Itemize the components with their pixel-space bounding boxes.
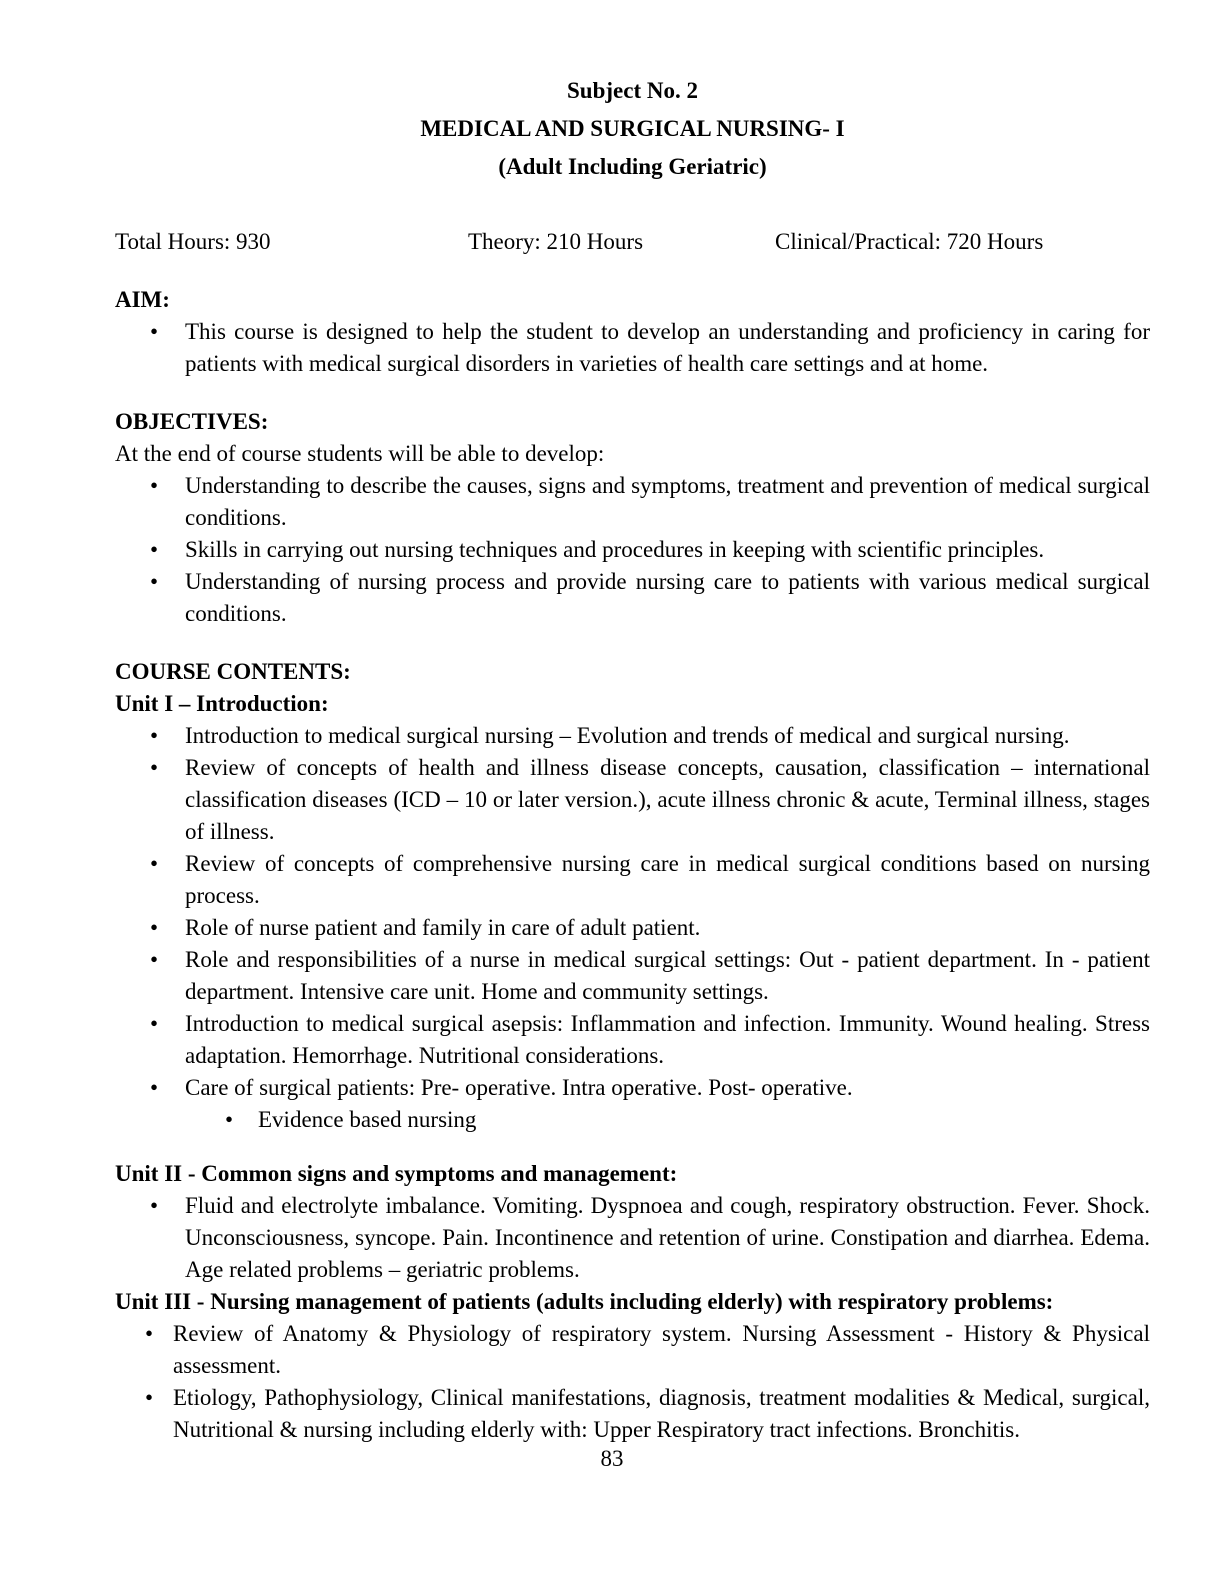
unit1-item: [115, 848, 1150, 912]
bullet-icon: [115, 566, 185, 630]
document-header: [115, 72, 1150, 186]
unit2-title: Unit II - Common signs and symptoms and management:: [115, 1161, 678, 1186]
bullet-icon: [115, 1190, 185, 1286]
aim-item: [115, 316, 1150, 380]
bullet-icon: [115, 848, 185, 912]
hours-row: [115, 226, 1150, 258]
objective-item-text: Understanding to describe the causes, signs and symptoms, treatment and prevention of medical surgical conditions.: [185, 473, 1150, 530]
document-title: MEDICAL AND SURGICAL NURSING- I: [420, 116, 845, 141]
objective-item: [115, 534, 1150, 566]
unit1-item-text: Role and responsibilities of a nurse in medical surgical settings: Out - patient department. In - patient department. Intensive care unit. Home and community settings.: [185, 947, 1150, 1004]
unit1-item-text: Review of concepts of health and illness disease concepts, causation, classification – international classification diseases (ICD – 10 or later version.), acute illness chronic & acute, Terminal illness, stages of illness.: [185, 755, 1150, 844]
unit3-item-text: Etiology, Pathophysiology, Clinical manifestations, diagnosis, treatment modalities & Medical, surgical, Nutritional & nursing including elderly with: Upper Respiratory tract infections. Bronchitis.: [173, 1385, 1150, 1442]
theory-hours: Theory: 210 Hours: [468, 229, 644, 254]
document-subtitle: (Adult Including Geriatric): [498, 154, 767, 179]
unit2-item-text: Fluid and electrolyte imbalance. Vomiting. Dyspnoea and cough, respiratory obstruction. Fever. Shock. Unconsciousness, syncope. Pain. Incontinence and retention of urine. Constipation and diarrhea. Edema. Age related problems – geriatric problems.: [185, 1193, 1150, 1282]
unit1-item-text: Introduction to medical surgical asepsis: Inflammation and infection. Immunity. Wound healing. Stress adaptation. Hemorrhage. Nutritional considerations.: [185, 1011, 1150, 1068]
unit1-item-text: Introduction to medical surgical nursing – Evolution and trends of medical and surgical nursing.: [185, 723, 1070, 748]
unit2-item: [115, 1190, 1150, 1286]
bullet-icon: [115, 1318, 173, 1382]
bullet-icon: [115, 1104, 258, 1136]
unit1-item: [115, 1072, 1150, 1104]
bullet-icon: [115, 912, 185, 944]
objective-item-text: Understanding of nursing process and provide nursing care to patients with various medical surgical conditions.: [185, 569, 1150, 626]
bullet-icon: [115, 720, 185, 752]
unit1-item: [115, 752, 1150, 848]
unit3-title: Unit III - Nursing management of patients (adults including elderly) with respiratory problems:: [115, 1289, 1054, 1314]
bullet-icon: [115, 534, 185, 566]
bullet-icon: [115, 944, 185, 1008]
unit1-item: [115, 912, 1150, 944]
unit1-item: [115, 1008, 1150, 1072]
unit1-item: [115, 944, 1150, 1008]
objectives-heading: OBJECTIVES:: [115, 409, 269, 434]
bullet-icon: [115, 470, 185, 534]
bullet-icon: [115, 1072, 185, 1104]
clinical-practical-hours: Clinical/Practical: 720 Hours: [775, 229, 1044, 254]
page-number: 83: [600, 1446, 624, 1471]
objective-item: [115, 566, 1150, 630]
bullet-icon: [115, 752, 185, 848]
objectives-intro: At the end of course students will be able to develop:: [115, 441, 605, 466]
bullet-icon: [115, 1008, 185, 1072]
aim-heading: AIM:: [115, 287, 170, 312]
unit3-list: [115, 1318, 1150, 1446]
unit1-item-text: Care of surgical patients: Pre- operative. Intra operative. Post- operative.: [185, 1075, 853, 1100]
unit3-item: [115, 1318, 1150, 1382]
bullet-icon: [115, 316, 185, 380]
unit1-item: [115, 720, 1150, 752]
unit1-item-text: Role of nurse patient and family in care of adult patient.: [185, 915, 701, 940]
total-hours: Total Hours: 930: [115, 229, 271, 254]
unit1-item-text: Review of concepts of comprehensive nursing care in medical surgical conditions based on nursing process.: [185, 851, 1150, 908]
unit3-item-text: Review of Anatomy & Physiology of respiratory system. Nursing Assessment - History & Physical assessment.: [173, 1321, 1150, 1378]
bullet-icon: [115, 1382, 173, 1446]
course-contents-heading: COURSE CONTENTS:: [115, 659, 351, 684]
objective-item: [115, 470, 1150, 534]
unit1-sub-item-text: Evidence based nursing: [258, 1107, 477, 1132]
subject-number: Subject No. 2: [567, 78, 698, 103]
unit3-item: [115, 1382, 1150, 1446]
unit1-sub-item: [115, 1104, 1150, 1136]
aim-item-text: This course is designed to help the student to develop an understanding and proficiency in caring for patients with medical surgical disorders in varieties of health care settings and at home.: [185, 319, 1150, 376]
objective-item-text: Skills in carrying out nursing techniques and procedures in keeping with scientific principles.: [185, 537, 1045, 562]
unit1-title: Unit I – Introduction:: [115, 691, 329, 716]
